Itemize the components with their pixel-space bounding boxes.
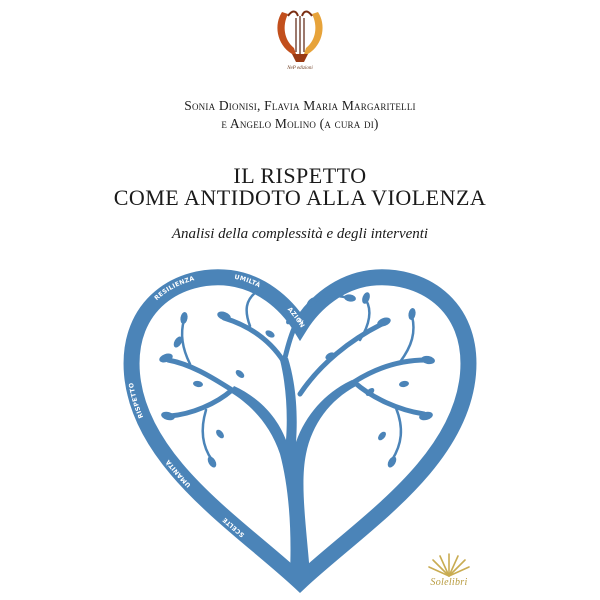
heart-word-azione: AZIONE: [285, 306, 306, 330]
book-title-line-1: IL RISPETTO: [233, 163, 367, 188]
book-title-line-2: COME ANTIDOTO ALLA VIOLENZA: [113, 185, 487, 210]
heart-word-rispetto: RISPETTO: [128, 381, 146, 420]
publisher-name: NeP edizioni: [287, 66, 313, 71]
book-subtitle: Analisi della complessità e degli interventi: [171, 226, 429, 242]
heart-word-resilienza: RESILIENZA: [153, 275, 196, 302]
heart-word-umilta: UMILTÀ: [233, 273, 262, 290]
authors-line-2: e Angelo Molino (a cura di): [221, 116, 379, 131]
heart-word-scelte: SCELTE: [221, 515, 247, 539]
authors-line-1: Sonia Dionisi, Flavia Maria Margaritelli: [184, 98, 416, 113]
imprint-name: Solelibri: [430, 577, 468, 588]
heart-tree-icon: [120, 264, 480, 594]
heart-word-umanita: UMANITÀ: [164, 458, 193, 489]
lyre-logo-icon: [270, 4, 330, 70]
